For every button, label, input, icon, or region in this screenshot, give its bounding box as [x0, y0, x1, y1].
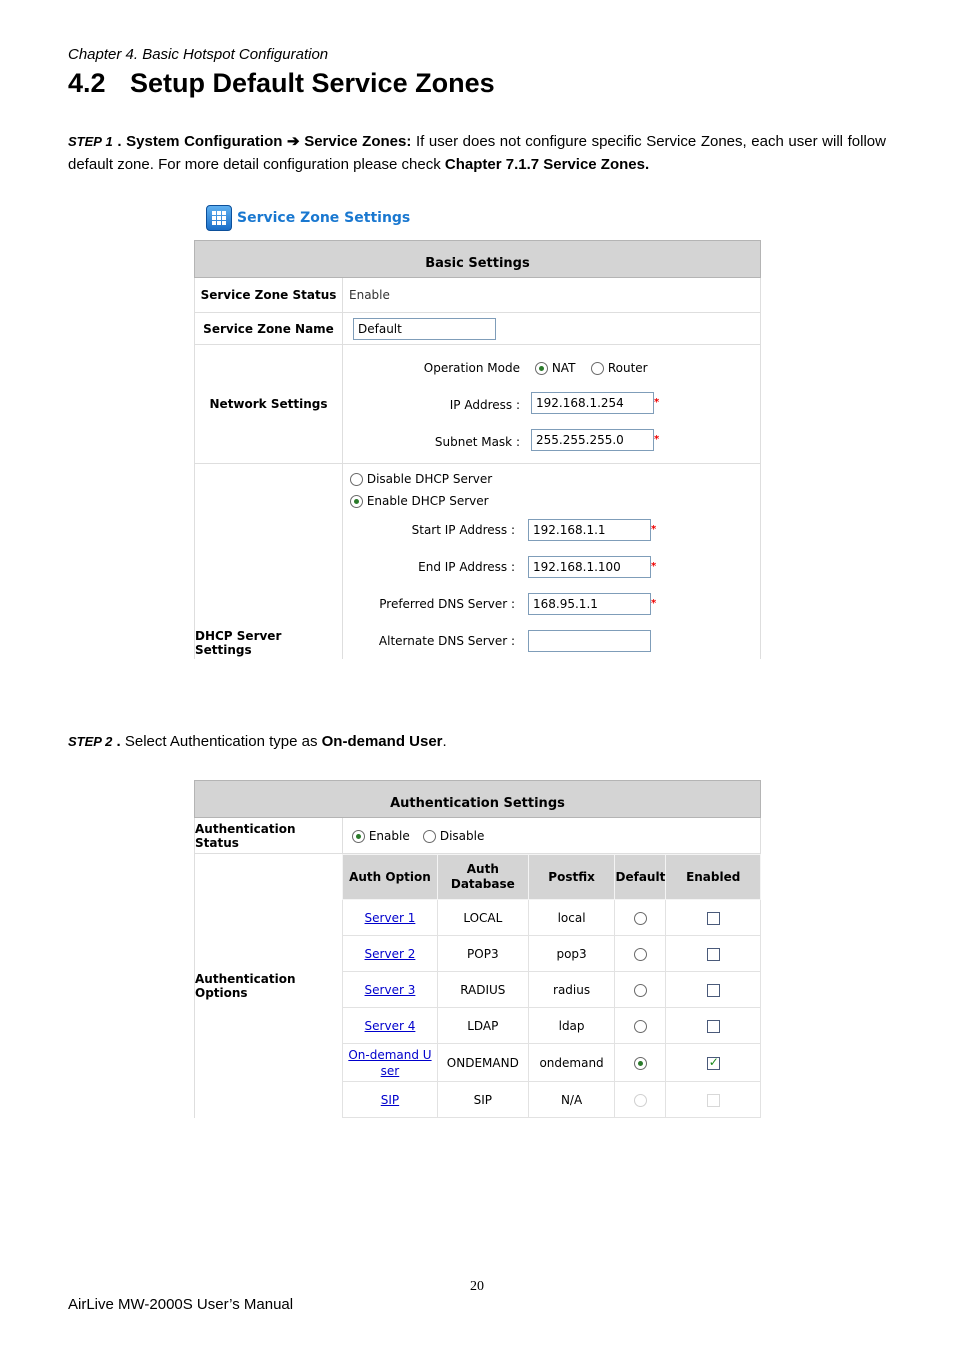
enable-dhcp-radio[interactable]: [350, 495, 363, 508]
service-zone-name-row: [194, 313, 761, 345]
table-row: [343, 1082, 761, 1118]
step2-paragraph: [68, 730, 886, 753]
table-row: [343, 900, 761, 936]
step1-path2: Service Zones:: [304, 133, 412, 150]
section-number: 4.2: [68, 68, 106, 98]
required-mark: *: [651, 598, 657, 609]
step2-label: STEP 2: [68, 734, 113, 749]
enabled-checkbox[interactable]: [707, 912, 720, 925]
ip-address-label: IP Address :: [449, 398, 520, 412]
auth-options-table: [342, 854, 761, 1118]
step1-text: If user does not configure specific Service Zones, each user will follow default zone. For more detail configuration please check: [68, 133, 886, 173]
router-label: Router: [607, 361, 648, 375]
col-auth-database: Auth Database: [437, 855, 528, 900]
start-ip-input[interactable]: 192.168.1.1: [528, 519, 651, 541]
chapter-header: Chapter 4. Basic Hotspot Configuration: [68, 46, 329, 63]
default-radio: [634, 1094, 647, 1107]
authentication-status-row: [194, 818, 761, 854]
postfix-cell: pop3: [528, 936, 615, 972]
required-mark: *: [654, 434, 660, 445]
postfix-cell: N/A: [528, 1082, 615, 1118]
router-radio[interactable]: [591, 362, 604, 375]
default-radio[interactable]: [634, 984, 647, 997]
step1-sep: .: [112, 133, 127, 150]
enable-dhcp-option[interactable]: [350, 494, 489, 508]
basic-settings-panel: [194, 240, 761, 659]
auth-option-link[interactable]: Server 4: [364, 1018, 416, 1033]
step2-sep: .: [112, 733, 125, 750]
alternate-dns-input[interactable]: [528, 630, 651, 652]
required-mark: *: [654, 397, 660, 408]
ip-address-input[interactable]: 192.168.1.254: [531, 392, 654, 414]
arrow-icon: ➔: [287, 133, 300, 150]
grid-icon: [206, 205, 232, 231]
step1-label: STEP 1: [68, 134, 113, 149]
operation-mode-label: Operation Mode: [423, 361, 520, 375]
col-auth-option: Auth Option: [343, 855, 438, 900]
auth-database-cell: LOCAL: [437, 900, 528, 936]
auth-database-cell: RADIUS: [437, 972, 528, 1008]
auth-option-link[interactable]: SIP: [380, 1092, 400, 1107]
step2-end: .: [442, 733, 447, 750]
disable-dhcp-radio[interactable]: [350, 473, 363, 486]
manual-footer: AirLive MW-2000S User’s Manual: [68, 1296, 294, 1313]
auth-database-cell: POP3: [437, 936, 528, 972]
service-zone-status-value: Enable: [349, 288, 390, 302]
preferred-dns-label: Preferred DNS Server :: [379, 597, 515, 611]
service-zone-name-label: Service Zone Name: [194, 313, 343, 344]
step1-ref: Chapter 7.1.7 Service Zones.: [444, 156, 650, 173]
enabled-checkbox[interactable]: [707, 1020, 720, 1033]
step2-text: Select Authentication type as: [124, 733, 322, 750]
page-number: 20: [470, 1279, 484, 1294]
step1-path: System Configuration: [126, 133, 283, 150]
basic-settings-heading: Basic Settings: [194, 240, 761, 278]
network-settings-row: [194, 345, 761, 464]
section-title: [68, 68, 495, 99]
subnet-mask-label: Subnet Mask :: [434, 435, 520, 449]
authentication-settings-heading: Authentication Settings: [194, 780, 761, 818]
auth-enable-label: Enable: [368, 829, 410, 843]
required-mark: *: [651, 524, 657, 535]
table-row: [343, 972, 761, 1008]
preferred-dns-input[interactable]: 168.95.1.1: [528, 593, 651, 615]
network-settings-label: Network Settings: [194, 345, 343, 463]
step2-bold: On-demand User: [321, 733, 443, 750]
enabled-checkbox: [707, 1094, 720, 1107]
service-zone-name-input[interactable]: Default: [353, 318, 496, 340]
enable-dhcp-label: Enable DHCP Server: [366, 494, 489, 508]
table-row: [343, 1044, 761, 1082]
authentication-options-label: Authentication Options: [194, 854, 343, 1118]
service-zone-settings-header: [206, 205, 410, 231]
step1-paragraph: [68, 130, 886, 176]
subnet-mask-input[interactable]: 255.255.255.0: [531, 429, 654, 451]
start-ip-label: Start IP Address :: [411, 523, 515, 537]
service-zone-status-row: [194, 278, 761, 313]
default-radio[interactable]: [634, 912, 647, 925]
auth-option-link[interactable]: Server 1: [364, 910, 416, 925]
auth-disable-option[interactable]: [423, 829, 484, 843]
disable-dhcp-label: Disable DHCP Server: [366, 472, 493, 486]
service-zone-settings-title: Service Zone Settings: [237, 210, 411, 226]
alternate-dns-label: Alternate DNS Server :: [378, 634, 515, 648]
nat-radio-option[interactable]: [535, 361, 575, 375]
default-radio[interactable]: [634, 1057, 647, 1070]
dhcp-settings-row: [194, 464, 761, 659]
col-default: Default: [615, 855, 666, 900]
auth-enable-radio[interactable]: [352, 830, 365, 843]
default-radio[interactable]: [634, 948, 647, 961]
postfix-cell: radius: [528, 972, 615, 1008]
section-title-text: Setup Default Service Zones: [130, 68, 495, 98]
enabled-checkbox[interactable]: [707, 948, 720, 961]
table-row: [343, 1008, 761, 1044]
col-postfix: Postfix: [528, 855, 615, 900]
auth-disable-radio[interactable]: [423, 830, 436, 843]
dhcp-server-settings-label: DHCP Server Settings: [194, 464, 343, 659]
required-mark: *: [651, 561, 657, 572]
router-radio-option[interactable]: [591, 361, 648, 375]
auth-disable-label: Disable: [439, 829, 485, 843]
auth-database-cell: SIP: [437, 1082, 528, 1118]
end-ip-input[interactable]: 192.168.1.100: [528, 556, 651, 578]
table-header-row: [343, 855, 761, 900]
auth-database-cell: LDAP: [437, 1008, 528, 1044]
enabled-checkbox[interactable]: [707, 984, 720, 997]
table-row: [343, 936, 761, 972]
postfix-cell: local: [528, 900, 615, 936]
nat-label: NAT: [551, 361, 576, 375]
enabled-checkbox[interactable]: [707, 1057, 720, 1070]
auth-option-link[interactable]: On-demand User: [348, 1047, 432, 1078]
col-enabled: Enabled: [666, 855, 761, 900]
auth-option-link[interactable]: Server 3: [364, 982, 416, 997]
auth-option-link[interactable]: Server 2: [364, 946, 416, 961]
postfix-cell: ldap: [528, 1008, 615, 1044]
auth-database-cell: ONDEMAND: [437, 1044, 528, 1082]
disable-dhcp-option[interactable]: [350, 472, 492, 486]
authentication-status-label: Authentication Status: [194, 818, 343, 853]
service-zone-status-label: Service Zone Status: [194, 278, 343, 312]
nat-radio[interactable]: [535, 362, 548, 375]
end-ip-label: End IP Address :: [418, 560, 515, 574]
auth-enable-option[interactable]: [352, 829, 410, 843]
postfix-cell: ondemand: [528, 1044, 615, 1082]
default-radio[interactable]: [634, 1020, 647, 1033]
